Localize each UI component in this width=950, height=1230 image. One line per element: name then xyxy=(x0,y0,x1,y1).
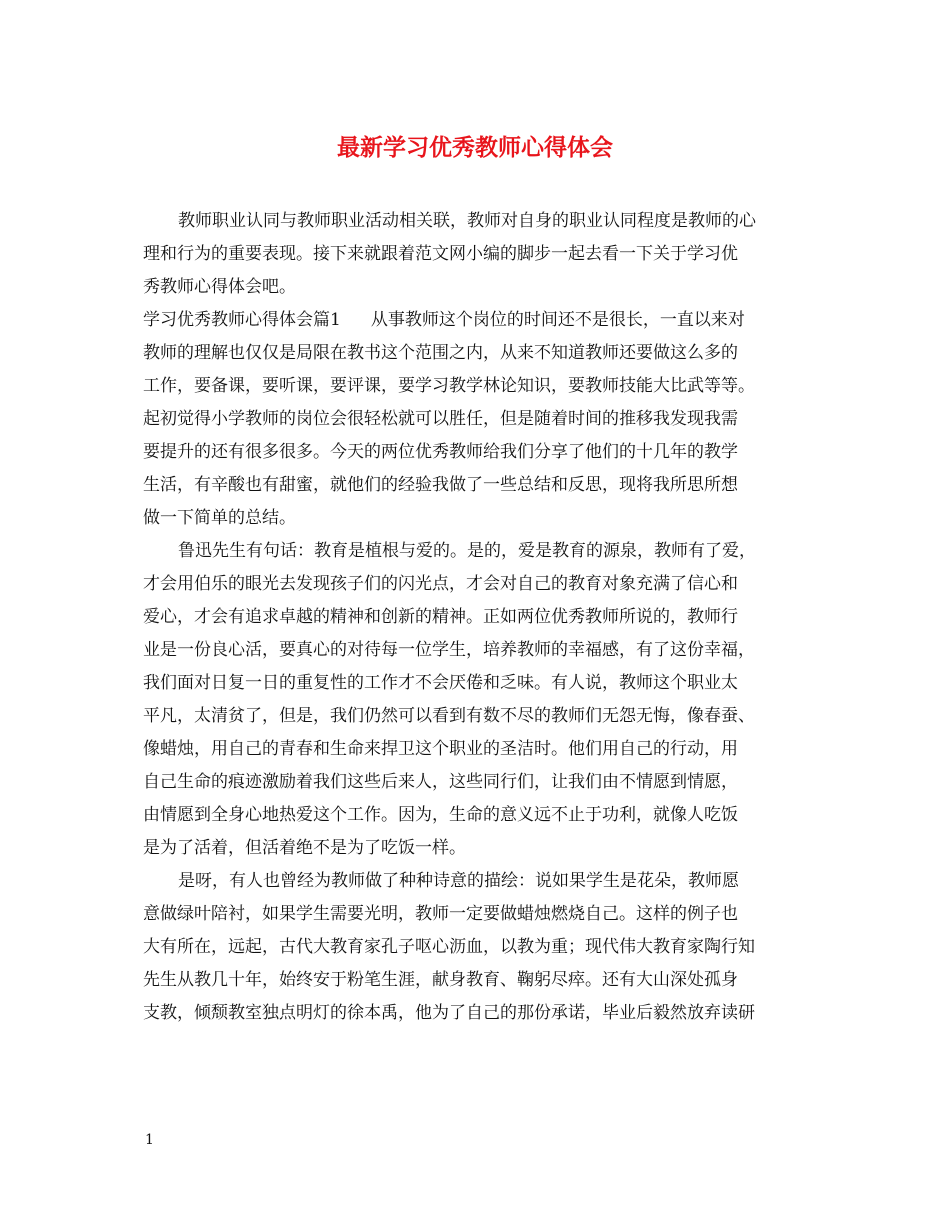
section-heading: 学习优秀教师心得体会篇1 xyxy=(143,310,341,330)
page-title: 最新学习优秀教师心得体会 xyxy=(337,134,613,161)
intro-line-1: 教师职业认同与教师职业活动相关联，教师对自身的职业认同程度是教师的心 xyxy=(178,211,756,231)
paragraph3-line-2: 意做绿叶陪衬，如果学生需要光明，教师一定要做蜡烛燃烧自己。这样的例子也 xyxy=(143,904,738,924)
paragraph2-line-9: 由情愿到全身心地热爱这个工作。因为，生命的意义远不止于功利，就像人吃饭 xyxy=(143,805,738,825)
paragraph3-line-5: 支教，倾颓教室独点明灯的徐本禹，他为了自己的那份承诺，毕业后毅然放弃读研 xyxy=(143,1003,755,1023)
section-line-1: 教师的理解也仅仅是局限在教书这个范围之内，从来不知道教师还要做这么多的 xyxy=(143,343,738,363)
paragraph2-line-5: 我们面对日复一日的重复性的工作才不会厌倦和乏味。有人说，教师这个职业太 xyxy=(143,673,738,693)
page-number: 1 xyxy=(145,1132,154,1148)
section-line-5: 生活，有辛酸也有甜蜜，就他们的经验我做了一些总结和反思，现将我所思所想 xyxy=(143,475,738,495)
section-line-4: 要提升的还有很多很多。今天的两位优秀教师给我们分享了他们的十几年的教学 xyxy=(143,442,738,462)
intro-line-3: 秀教师心得体会吧。 xyxy=(143,277,296,297)
paragraph3-line-3: 大有所在，远起，古代大教育家孔子呕心沥血，以教为重；现代伟大教育家陶行知 xyxy=(143,937,755,957)
intro-line-2: 理和行为的重要表现。接下来就跟着范文网小编的脚步一起去看一下关于学习优 xyxy=(143,244,738,264)
section-line-3: 起初觉得小学教师的岗位会很轻松就可以胜任，但是随着时间的推移我发现我需 xyxy=(143,409,738,429)
paragraph2-line-3: 爱心，才会有追求卓越的精神和创新的精神。正如两位优秀教师所说的，教师行 xyxy=(143,607,738,627)
paragraph3-line-1: 是呀，有人也曾经为教师做了种种诗意的描绘：说如果学生是花朵，教师愿 xyxy=(178,871,739,891)
section-first-line: 从事教师这个岗位的时间还不是很长，一直以来对 xyxy=(370,310,745,330)
paragraph2-line-10: 是为了活着，但活着绝不是为了吃饭一样。 xyxy=(143,838,466,858)
paragraph2-line-2: 才会用伯乐的眼光去发现孩子们的闪光点，才会对自己的教育对象充满了信心和 xyxy=(143,574,738,594)
paragraph3-line-4: 先生从教几十年，始终安于粉笔生涯，献身教育、鞠躬尽瘁。还有大山深处孤身 xyxy=(143,970,738,990)
paragraph2-line-1: 鲁迅先生有句话：教育是植根与爱的。是的，爱是教育的源泉，教师有了爱， xyxy=(178,541,756,561)
paragraph2-line-4: 业是一份良心活，要真心的对待每一位学生，培养教师的幸福感，有了这份幸福， xyxy=(143,640,755,660)
section-heading-line xyxy=(143,304,823,336)
section-line-6: 做一下简单的总结。 xyxy=(143,508,296,528)
paragraph2-line-8: 自己生命的痕迹激励着我们这些后来人，这些同行们，让我们由不情愿到情愿， xyxy=(143,772,738,792)
section-line-2: 工作，要备课，要听课，要评课，要学习教学林论知识，要教师技能大比武等等。 xyxy=(143,376,755,396)
paragraph2-line-6: 平凡，太清贫了，但是，我们仍然可以看到有数不尽的教师们无怨无悔，像春蚕、 xyxy=(143,706,755,726)
paragraph2-line-7: 像蜡烛，用自己的青春和生命来捍卫这个职业的圣洁时。他们用自己的行动，用 xyxy=(143,739,738,759)
